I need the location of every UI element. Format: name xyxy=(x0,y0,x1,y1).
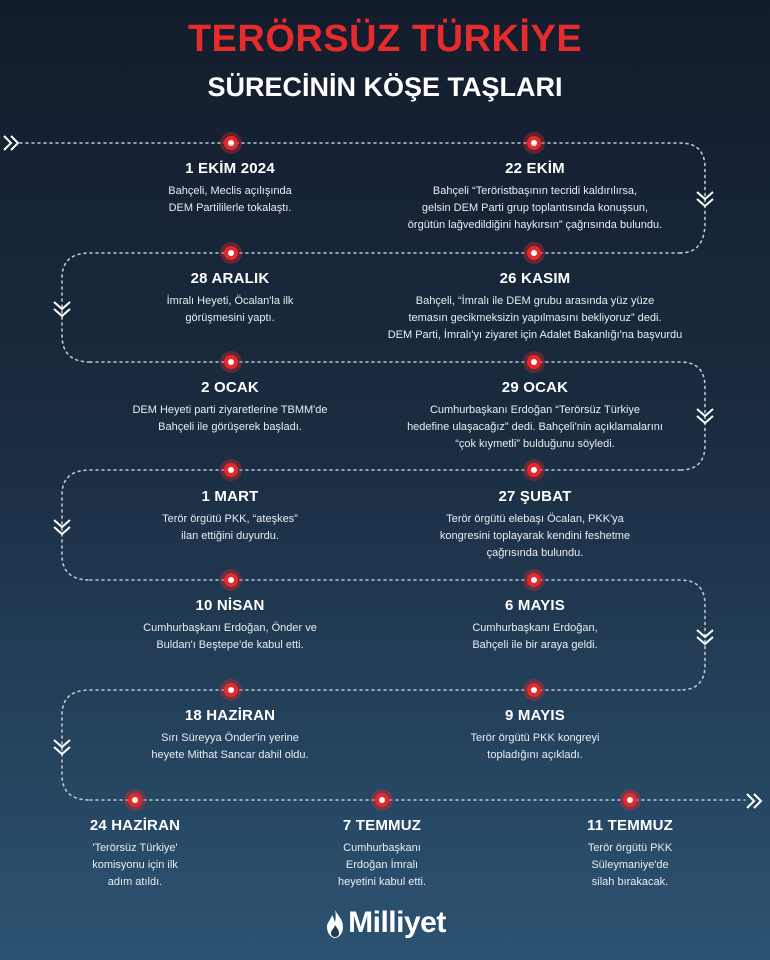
event-date: 27 ŞUBAT xyxy=(498,488,572,505)
chevron-down-icon xyxy=(695,407,715,427)
timeline-event xyxy=(400,597,670,654)
timeline-event xyxy=(302,817,462,891)
timeline-dot xyxy=(224,355,238,369)
event-desc: Cumhurbaşkanı Erdoğan, Önder ve Buldan'ı Beştepe'de kabul etti. xyxy=(143,622,317,651)
event-date: 9 MAYIS xyxy=(504,707,566,724)
timeline-dot xyxy=(224,136,238,150)
timeline-dot xyxy=(527,683,541,697)
timeline-dot xyxy=(527,246,541,260)
chevron-right-icon xyxy=(2,134,22,152)
event-desc: DEM Heyeti parti ziyaretlerine TBMM'de Bahçeli ile görüşerek başladı. xyxy=(132,404,328,433)
timeline-dot xyxy=(224,246,238,260)
event-desc: Cumhurbaşkanı Erdoğan, Bahçeli ile bir araya geldi. xyxy=(472,622,598,651)
timeline-event xyxy=(550,817,710,891)
chevron-down-icon xyxy=(52,518,72,538)
chevron-right-icon xyxy=(745,792,765,810)
event-date: 1 EKİM 2024 xyxy=(185,160,275,177)
event-desc: Terör örgütü elebaşı Öcalan, PKK'ya kongresini toplayarak kendini feshetme çağrısında bulundu. xyxy=(439,513,631,559)
timeline-dot xyxy=(224,573,238,587)
event-desc: Bahçeli “Teröristbaşının tecridi kaldırılırsa, gelsin DEM Parti grup toplantısında konuşsun, örgütün lağvedildiğini haykırsın” çağrısında bulundu. xyxy=(407,185,663,231)
timeline-dot xyxy=(375,793,389,807)
event-date: 26 KASIM xyxy=(499,270,571,287)
event-desc: Terör örgütü PKK Süleymaniye'de silah bırakacak. xyxy=(587,842,673,888)
event-date: 1 MART xyxy=(201,488,259,505)
timeline-event xyxy=(110,597,350,654)
event-date: 11 TEMMUZ xyxy=(587,817,673,834)
event-desc: Cumhurbaşkanı Erdoğan “Terörsüz Türkiye hedefine ulaşacağız” dedi. Bahçeli'nin açıklamalarını “çok kıymetli” bulduğunu söyledi. xyxy=(407,404,663,450)
timeline-event xyxy=(110,707,350,764)
timeline-event xyxy=(110,488,350,545)
event-date: 29 OCAK xyxy=(501,379,569,396)
timeline-event xyxy=(110,160,350,217)
timeline-event xyxy=(400,379,670,453)
event-date: 28 ARALIK xyxy=(190,270,270,287)
timeline-event xyxy=(110,270,350,327)
chevron-down-icon xyxy=(695,190,715,210)
event-date: 24 HAZİRAN xyxy=(89,817,181,834)
event-desc: Bahçeli, “İmralı ile DEM grubu arasında yüz yüze temasın gecikmeksizin yapılmasını bekliyoruz” dedi. DEM Parti, İmralı'yı ziyaret için Adalet Bakanlığı'na başvurdu xyxy=(387,295,683,341)
event-desc: 'Terörsüz Türkiye' komisyonu için ilk adım atıldı. xyxy=(92,842,178,888)
timeline-dot xyxy=(623,793,637,807)
event-date: 6 MAYIS xyxy=(504,597,566,614)
brand-name: Milliyet xyxy=(348,906,446,939)
brand-logo xyxy=(0,906,770,940)
chevron-down-icon xyxy=(52,738,72,758)
event-desc: Terör örgütü PKK, “ateşkes” ilan ettiğini duyurdu. xyxy=(162,513,298,542)
timeline-dot xyxy=(527,463,541,477)
event-date: 2 OCAK xyxy=(201,379,259,396)
timeline-dot xyxy=(224,683,238,697)
event-desc: Bahçeli, Meclis açılışında DEM Partililerle tokalaştı. xyxy=(168,185,292,214)
timeline-dot xyxy=(128,793,142,807)
flame-icon xyxy=(324,909,346,939)
timeline-dot xyxy=(527,355,541,369)
event-date: 10 NİSAN xyxy=(195,597,265,614)
timeline-event xyxy=(400,160,670,234)
timeline-dot xyxy=(224,463,238,477)
timeline-event xyxy=(55,817,215,891)
event-date: 18 HAZİRAN xyxy=(184,707,276,724)
timeline-event xyxy=(110,379,350,436)
event-desc: Terör örgütü PKK kongreyi topladığını açıkladı. xyxy=(470,732,600,761)
event-date: 7 TEMMUZ xyxy=(342,817,422,834)
event-desc: Sırı Süreyya Önder'in yerine heyete Mithat Sancar dahil oldu. xyxy=(151,732,309,761)
page-subtitle: SÜRECİNİN KÖŞE TAŞLARI xyxy=(207,72,563,102)
timeline-dot xyxy=(527,136,541,150)
event-desc: Cumhurbaşkanı Erdoğan İmralı heyetini kabul etti. xyxy=(337,842,427,888)
timeline-event xyxy=(400,488,670,562)
page-title: TERÖRSÜZ TÜRKİYE xyxy=(187,18,583,60)
timeline-dot xyxy=(527,573,541,587)
event-date: 22 EKİM xyxy=(505,160,565,177)
chevron-down-icon xyxy=(695,628,715,648)
event-desc: İmralı Heyeti, Öcalan'la ilk görüşmesini yaptı. xyxy=(166,295,294,324)
timeline-event xyxy=(400,707,670,764)
timeline-event xyxy=(385,270,685,344)
chevron-down-icon xyxy=(52,300,72,320)
